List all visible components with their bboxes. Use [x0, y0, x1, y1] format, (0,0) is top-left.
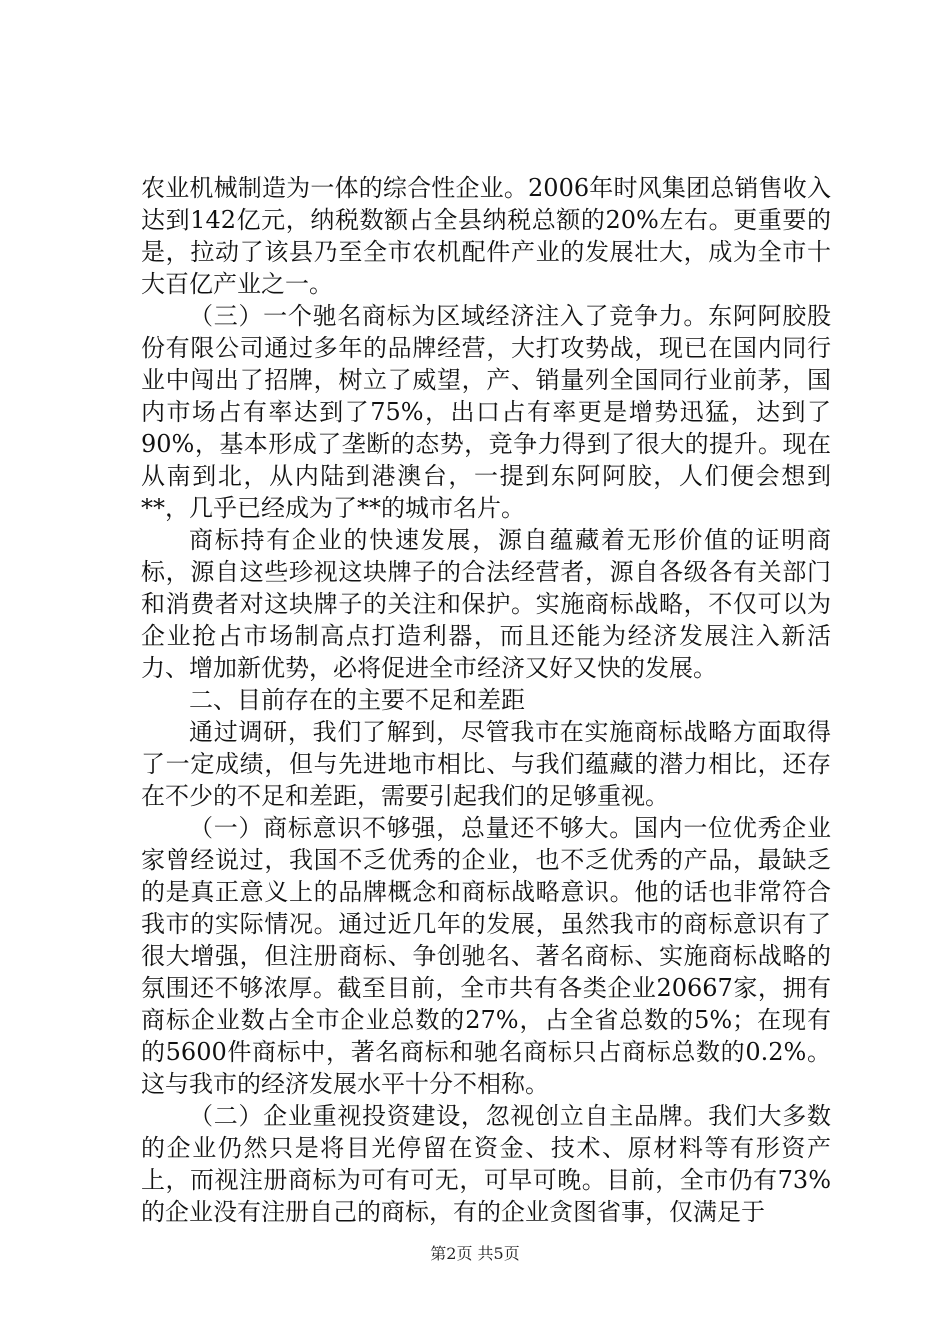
- paragraph-research-intro: 通过调研，我们了解到，尽管我市在实施商标战略方面取得了一定成绩，但与先进地市相比、与我们蕴藏的潜力相比，还存在不少的不足和差距，需要引起我们的足够重视。: [141, 718, 831, 810]
- document-body: [141, 172, 831, 1228]
- section-heading-shortcomings: 二、目前存在的主要不足和差距: [189, 686, 525, 714]
- paragraph-point-two: （二）企业重视投资建设，忽视创立自主品牌。我们大多数的企业仍然只是将目光停留在资金、技术、原材料等有形资产上，而视注册商标为可有可无，可早可晚。目前，全市仍有73%的企业没有注册自己的商标，有的企业贪图省事，仅满足于: [141, 1102, 831, 1226]
- paragraph-trademark-development: 商标持有企业的快速发展，源自蕴藏着无形价值的证明商标，源自这些珍视这块牌子的合法经营者，源自各级各有关部门和消费者对这块牌子的关注和保护。实施商标战略，不仅可以为企业抢占市场制高点打造利器，而且还能为经济发展注入新活力、增加新优势，必将促进全市经济又好又快的发展。: [141, 526, 831, 682]
- paragraph-point-one: （一）商标意识不够强，总量还不够大。国内一位优秀企业家曾经说过，我国不乏优秀的企业，也不乏优秀的产品，最缺乏的是真正意义上的品牌概念和商标战略意识。他的话也非常符合我市的实际情况。通过近几年的发展，虽然我市的商标意识有了很大增强，但注册商标、争创驰名、著名商标、实施商标战略的氛围还不够浓厚。截至目前，全市共有各类企业20667家，拥有商标企业数占全市企业总数的27%，占全省总数的5%；在现有的5600件商标中，著名商标和驰名商标只占商标总数的0.2%。这与我市的经济发展水平十分不相称。: [141, 814, 831, 1098]
- paragraph-continued: 农业机械制造为一体的综合性企业。2006年时风集团总销售收入达到142亿元，纳税数额占全县纳税总额的20%左右。更重要的是，拉动了该县乃至全市农机配件产业的发展壮大，成为全市十大百亿产业之一。: [141, 174, 831, 298]
- paragraph-section-three: （三）一个驰名商标为区域经济注入了竞争力。东阿阿胶股份有限公司通过多年的品牌经营，大打攻势战，现已在国内同行业中闯出了招牌，树立了威望，产、销量列全国同行业前茅，国内市场占有率达到了75%，出口占有率更是增势迅猛，达到了90%，基本形成了垄断的态势，竞争力得到了很大的提升。现在从南到北，从内陆到港澳台，一提到东阿阿胶，人们便会想到**，几乎已经成为了**的城市名片。: [141, 302, 831, 522]
- page-number-footer: 第2页 共5页: [430, 1244, 520, 1263]
